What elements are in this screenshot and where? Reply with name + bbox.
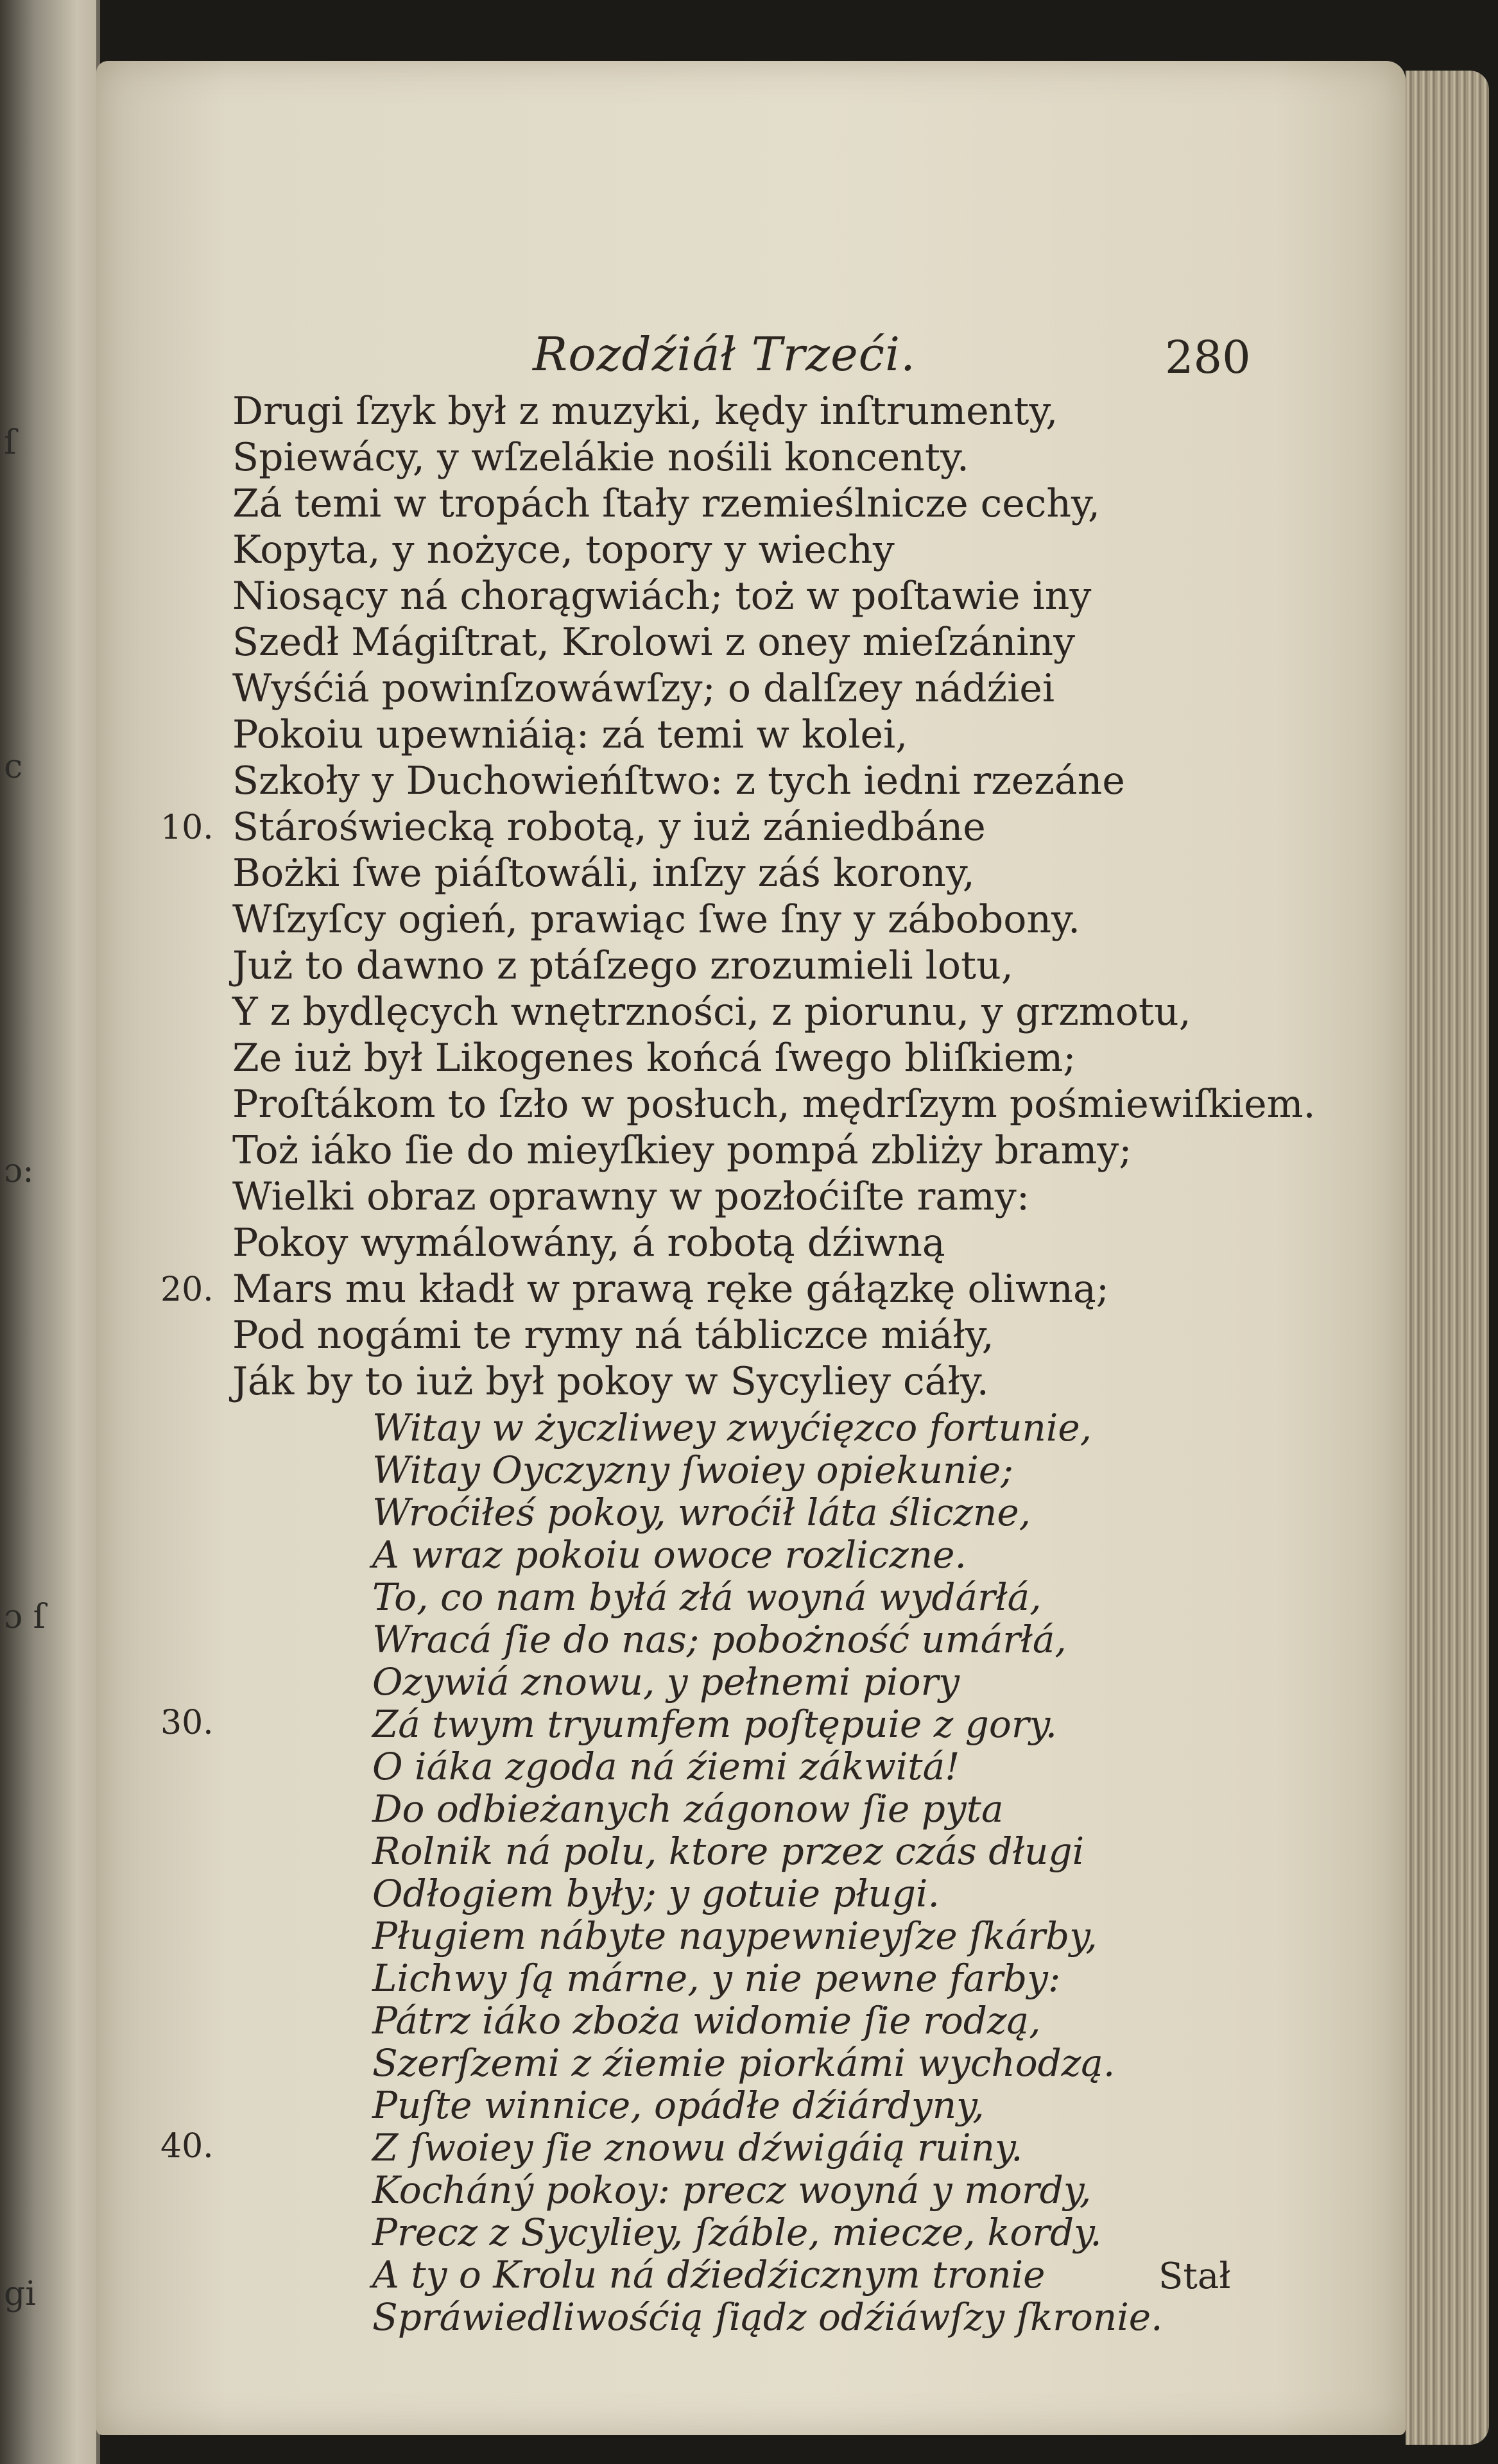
text-line: Proſtákom to ſzło w posłuch, mędrſzym pośmiewiſkiem. [232, 1082, 1316, 1127]
italic-verse-line: Lichwy ſą márne, y nie pewne farby: [372, 1956, 1061, 2000]
italic-verse-line: Precz z Sycyliey, ſzáble, miecze, kordy. [372, 2211, 1102, 2254]
text-line: Wielki obraz oprawny w pozłoćiſte ramy: [232, 1174, 1030, 1219]
italic-verse-line: Wroćiłeś pokoy, wroćił láta śliczne, [372, 1491, 1031, 1534]
line-number: 20. [160, 1270, 214, 1309]
left-margin-char: ɔ ſ [4, 1598, 46, 1636]
text-line: Bożki ſwe piáſtowáli, inſzy záś korony, [232, 851, 975, 896]
poem-text [96, 61, 1406, 2435]
italic-verse-line: Do odbieżanych zágonow ſie pyta [372, 1787, 1004, 1831]
italic-verse-line: Witay w życzliwey zwyćięzco fortunie, [372, 1406, 1092, 1450]
left-margin-char: gi [4, 2275, 36, 2313]
book-page [96, 61, 1406, 2435]
text-line: Pod nogámi te rymy ná tábliczce miáły, [232, 1313, 994, 1358]
left-margin-char: ſ [4, 424, 17, 462]
italic-verse-line: Pługiem nábyte naypewnieyſze ſkárby, [372, 1914, 1098, 1958]
line-number: 30. [160, 1704, 214, 1742]
text-line: Drugi ſzyk był z muzyki, kędy inſtrumenty, [232, 389, 1058, 434]
text-line: Ze iuż był Likogenes końcá ſwego bliſkiem; [232, 1036, 1076, 1081]
text-line: Spiewácy, y wſzelákie nośili koncenty. [232, 435, 969, 480]
text-line: Wſzyſcy ogień, prawiąc ſwe ſny y zábobony. [232, 897, 1081, 942]
left-margin-char: ɔ: [4, 1152, 34, 1190]
text-line: Kopyta, y nożyce, topory y wiechy [232, 527, 895, 572]
italic-verse-line: Spráwiedliwośćią ſiądz odźiáwſzy ſkronie. [372, 2295, 1163, 2339]
italic-verse-line: To, co nam byłá złá woyná wydárłá, [372, 1575, 1042, 1619]
italic-verse-line: A ty o Krolu ná dźiedźicznym tronie [372, 2253, 1046, 2297]
italic-verse-line: Zá twym tryumfem poſtępuie z gory. [372, 1702, 1058, 1746]
text-line: Już to dawno z ptáſzego zrozumieli lotu, [232, 943, 1013, 988]
italic-verse-line: Witay Oyczyzny ſwoiey opiekunie; [372, 1448, 1013, 1492]
italic-verse-line: Kocháný pokoy: precz woyná y mordy, [372, 2168, 1092, 2212]
text-line: Szedł Mágiſtrat, Krolowi z oney mieſzániny [232, 620, 1076, 665]
text-line: Szkoły y Duchowieńſtwo: z tych iedni rzezáne [232, 758, 1125, 803]
italic-verse-line: Rolnik ná polu, ktore przez czás długi [372, 1829, 1085, 1873]
left-margin-char: c [4, 748, 23, 786]
italic-verse-line: Odłogiem były; y gotuie pługi. [372, 1872, 940, 1915]
italic-verse-line: Pátrz iáko zboża widomie ſie rodzą, [372, 1999, 1041, 2042]
line-number: 10. [160, 809, 214, 847]
italic-verse-line: Ozywiá znowu, y pełnemi piory [372, 1660, 960, 1704]
italic-verse-line: Szerſzemi z źiemie piorkámi wychodzą. [372, 2041, 1115, 2085]
text-line: Pokoiu upewniáią: zá temi w kolei, [232, 712, 908, 757]
catchword: Stał [1158, 2255, 1231, 2297]
text-line: Y z bydlęcych wnętrzności, z piorunu, y grzmotu, [232, 989, 1191, 1034]
text-line: Ják by to iuż był pokoy w Sycyliey cáły. [232, 1359, 989, 1404]
text-line: Niosący ná chorągwiách; toż w poſtawie iny [232, 574, 1092, 619]
text-line: Stároświecką robotą, y iuż zániedbáne [232, 805, 986, 850]
italic-verse-line: Wracá ſie do nas; pobożność umárłá, [372, 1618, 1067, 1661]
italic-verse-line: O iáka zgoda ná źiemi zákwitá! [372, 1745, 960, 1788]
italic-verse-line: Z ſwoiey ſie znowu dźwigáią ruiny. [372, 2126, 1023, 2169]
book-page-edges [1406, 71, 1489, 2445]
text-line: Zá temi w tropách ſtały rzemieślnicze cechy, [232, 481, 1101, 526]
text-line: Toż iáko ſie do mieyſkiey pompá zbliży bramy; [232, 1128, 1132, 1173]
text-line: Pokoy wymálowány, á robotą dźiwną [232, 1220, 945, 1265]
line-number: 40. [160, 2127, 214, 2166]
text-line: Wyśćiá powinſzowáwſzy; o dalſzey nádźiei [232, 666, 1055, 711]
italic-verse-line: Puſte winnice, opádłe dźiárdyny, [372, 2083, 985, 2127]
running-title: Rozdźiáł Trzeći. [533, 327, 916, 381]
italic-verse-line: A wraz pokoiu owoce rozliczne. [372, 1533, 967, 1577]
page-number: 280 [1165, 331, 1251, 384]
left-page-margin-text [0, 0, 90, 2464]
text-line: Mars mu kładł w prawą ręke gáłązkę oliwną; [232, 1267, 1109, 1312]
